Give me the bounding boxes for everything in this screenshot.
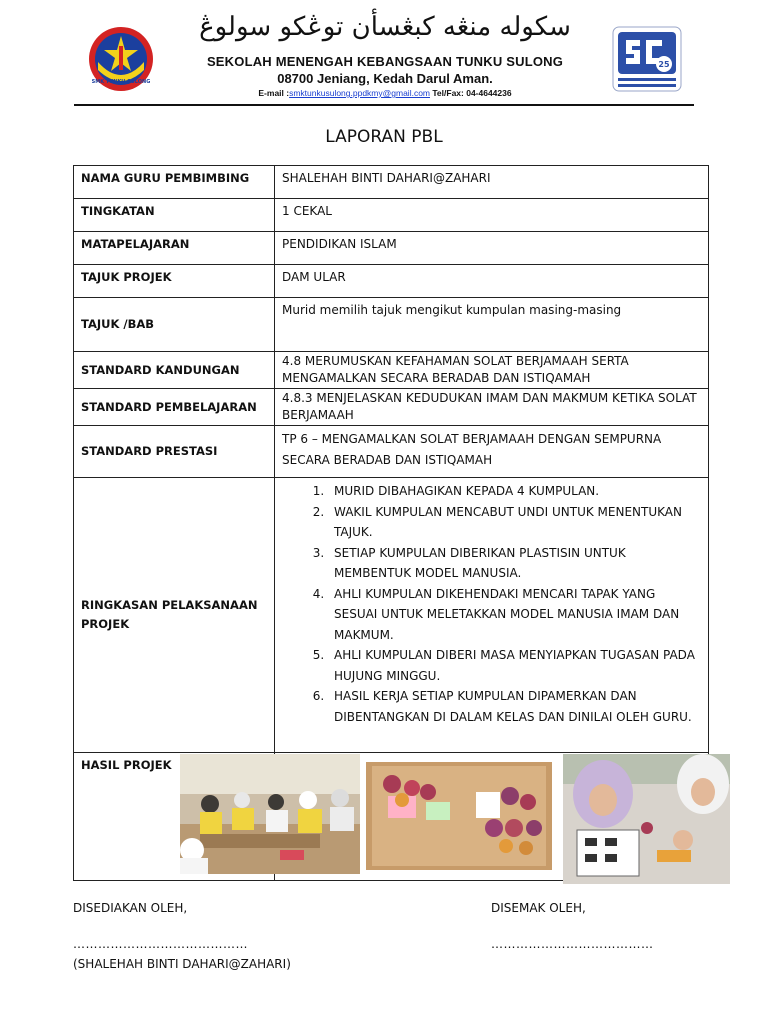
prepared-by-label: DISEDIAKAN OLEH,: [73, 901, 188, 915]
header-divider: [74, 104, 694, 106]
school-address: 08700 Jeniang, Kedah Darul Aman.: [277, 71, 493, 86]
row-value: 4.8 MERUMUSKAN KEFAHAMAN SOLAT BERJAMAAH SERTA MENGAMALKAN SECARA BERADAB DAN ISTIQAMAH: [275, 352, 709, 389]
row-label: STANDARD PRESTASI: [74, 426, 275, 478]
row-label: NAMA GURU PEMBIMBING: [74, 166, 275, 199]
table-row: [74, 232, 709, 265]
row-value: 1 CEKAL: [275, 199, 709, 232]
preparer-name: (SHALEHAH BINTI DAHARI@ZAHARI): [73, 957, 291, 971]
table-row: [74, 478, 709, 753]
result-label: HASIL PROJEK: [74, 753, 275, 881]
row-label: TAJUK /BAB: [74, 298, 275, 352]
list-item: 1. MURID DIBAHAGIKAN KEPADA 4 KUMPULAN.: [328, 481, 701, 502]
table-row: [74, 265, 709, 298]
summary-steps: [282, 481, 701, 727]
row-value: SHALEHAH BINTI DAHARI@ZAHARI: [275, 166, 709, 199]
row-label: STANDARD PEMBELAJARAN: [74, 389, 275, 426]
school-name: SEKOLAH MENENGAH KEBANGSAAN TUNKU SULONG: [206, 54, 564, 69]
logo-number: 25: [658, 60, 670, 69]
signature-line-prepared: ……………………………………: [73, 937, 248, 951]
school-logo: [88, 26, 154, 92]
row-label: TAJUK PROJEK: [74, 265, 275, 298]
table-row: [74, 389, 709, 426]
table-row: [74, 199, 709, 232]
row-value: Murid memilih tajuk mengikut kumpulan masing-masing: [275, 298, 709, 352]
summary-label: RINGKASAN PELAKSANAAN PROJEK: [74, 478, 275, 753]
telfax: Tel/Fax: 04-4644236: [430, 88, 512, 98]
checked-by-label: DISEMAK OLEH,: [491, 901, 586, 915]
list-item: 4. AHLI KUMPULAN DIKEHENDAKI MENCARI TAPAK YANG SESUAI UNTUK MELETAKKAN MODEL MANUSIA IMAM DAN MAKMUM.: [328, 584, 701, 646]
school-name-jawi: سکوله منڠه كبڠسأن توڠكو سولوڠ: [199, 12, 571, 42]
signature-line-checked: …………………………………: [491, 937, 654, 951]
logo-lettering: SMK TUNKU SULONG: [91, 79, 151, 85]
email-label: E-mail :: [258, 88, 290, 98]
school-contact: [150, 88, 620, 98]
row-label: STANDARD KANDUNGAN: [74, 352, 275, 389]
classroom-photo: [180, 754, 360, 874]
list-item: 2. WAKIL KUMPULAN MENCABUT UNDI UNTUK MENENTUKAN TAJUK.: [328, 502, 701, 543]
list-item: 6. HASIL KERJA SETIAP KUMPULAN DIPAMERKAN DAN DIBENTANGKAN DI DALAM KELAS DAN DINILAI OLEH GURU.: [328, 686, 701, 727]
document-title: LAPORAN PBL: [325, 127, 443, 147]
list-item: 3. SETIAP KUMPULAN DIBERIKAN PLASTISIN UNTUK MEMBENTUK MODEL MANUSIA.: [328, 543, 701, 584]
row-value: PENDIDIKAN ISLAM: [275, 232, 709, 265]
students-working-photo: [563, 754, 730, 884]
plasticine-models-photo: [366, 762, 552, 870]
email-link[interactable]: smktunkusulong.ppdkmy@gmail.com: [289, 88, 430, 98]
table-row: [74, 166, 709, 199]
table-row: [74, 426, 709, 478]
row-value: TP 6 – MENGAMALKAN SOLAT BERJAMAAH DENGAN SEMPURNA SECARA BERADAB DAN ISTIQAMAH: [275, 426, 709, 478]
list-item: 5. AHLI KUMPULAN DIBERI MASA MENYIAPKAN TUGASAN PADA HUJUNG MINGGU.: [328, 645, 701, 686]
table-row: [74, 298, 709, 352]
row-value: DAM ULAR: [275, 265, 709, 298]
row-value: 4.8.3 MENJELASKAN KEDUDUKAN IMAM DAN MAKMUM KETIKA SOLAT BERJAMAAH: [275, 389, 709, 426]
row-label: MATAPELAJARAN: [74, 232, 275, 265]
row-label: TINGKATAN: [74, 199, 275, 232]
table-row: [74, 352, 709, 389]
anniversary-logo: [612, 26, 682, 92]
summary-steps-cell: [275, 478, 709, 753]
